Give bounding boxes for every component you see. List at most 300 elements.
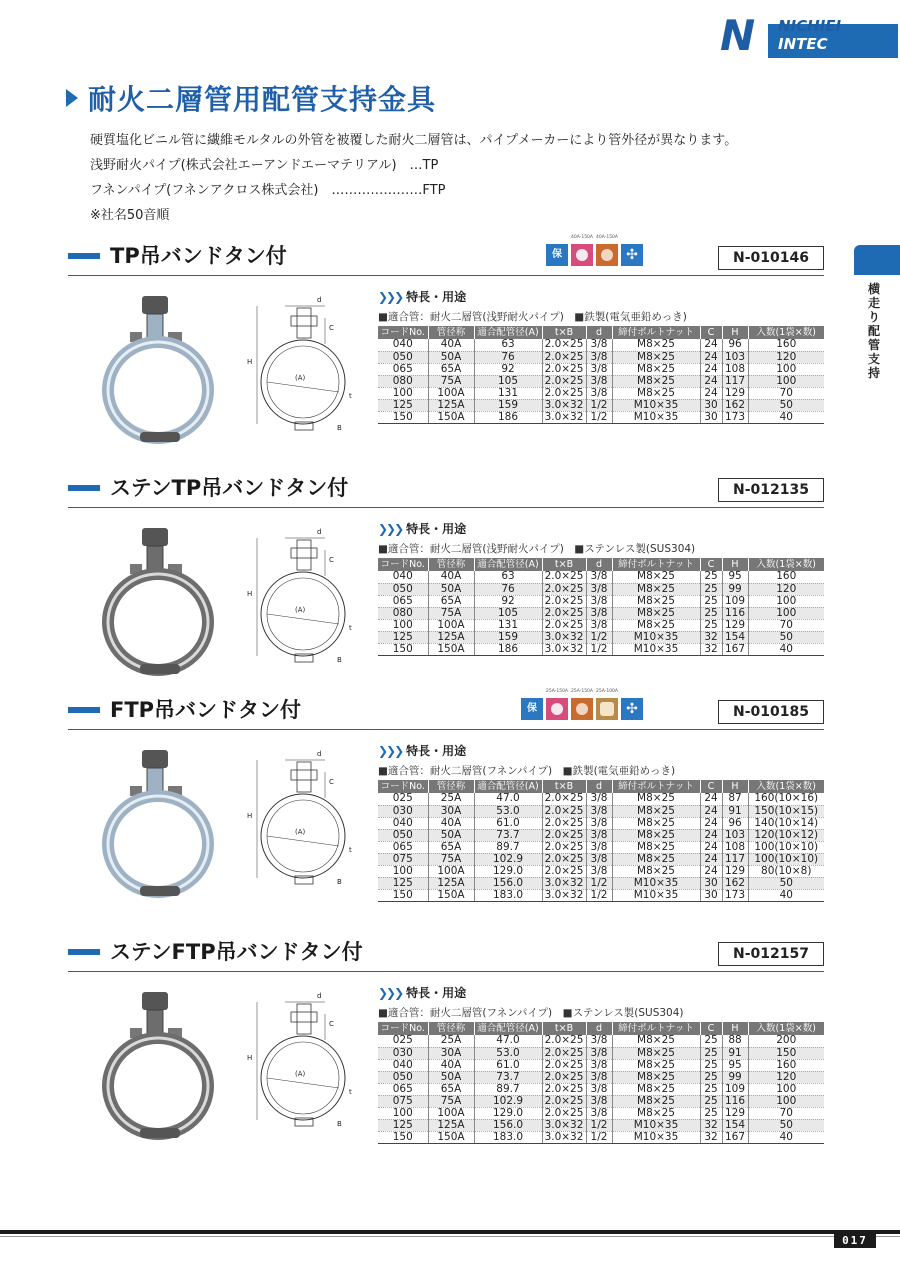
table-cell: 100 bbox=[748, 1095, 824, 1107]
table-cell: 2.0×25 bbox=[542, 375, 586, 387]
table-cell: 129.0 bbox=[474, 865, 542, 877]
table-cell: 2.0×25 bbox=[542, 363, 586, 375]
table-cell: 63 bbox=[474, 339, 542, 351]
chevron-icon: ❯❯❯ bbox=[378, 522, 403, 536]
table-cell: M8×25 bbox=[612, 793, 700, 805]
dim-h: H bbox=[247, 812, 253, 820]
table-cell: 080 bbox=[378, 607, 428, 619]
table-cell: 50A bbox=[428, 829, 474, 841]
column-header: 入数(1袋×数) bbox=[748, 780, 824, 793]
table-cell: 159 bbox=[474, 631, 542, 643]
table-cell: 117 bbox=[722, 853, 748, 865]
table-cell: M8×25 bbox=[612, 607, 700, 619]
section-header bbox=[68, 689, 824, 730]
table-cell: 050 bbox=[378, 1071, 428, 1083]
table-cell: 24 bbox=[700, 339, 722, 351]
table-cell: 2.0×25 bbox=[542, 1083, 586, 1095]
table-cell: 3/8 bbox=[586, 793, 612, 805]
dim-c: C bbox=[329, 1020, 334, 1028]
table-cell: 30 bbox=[700, 399, 722, 411]
column-header: H bbox=[722, 1022, 748, 1035]
section-bar bbox=[68, 949, 100, 955]
table-cell: 150 bbox=[378, 411, 428, 423]
features bbox=[378, 288, 687, 324]
column-header: H bbox=[722, 558, 748, 571]
table-cell: 109 bbox=[722, 595, 748, 607]
table-cell: 76 bbox=[474, 583, 542, 595]
table-cell: 2.0×25 bbox=[542, 793, 586, 805]
intro-text bbox=[90, 128, 737, 228]
table-cell: 73.7 bbox=[474, 1071, 542, 1083]
table-cell: 186 bbox=[474, 643, 542, 655]
table-cell: M10×35 bbox=[612, 643, 700, 655]
table-row bbox=[378, 619, 824, 631]
table-cell: M8×25 bbox=[612, 1095, 700, 1107]
feature-heading: ❯❯❯ 特長・用途 bbox=[378, 290, 467, 304]
table-cell: 2.0×25 bbox=[542, 583, 586, 595]
table-cell: 40 bbox=[748, 889, 824, 901]
dimension-drawing bbox=[245, 750, 363, 890]
table-cell: 100 bbox=[378, 865, 428, 877]
table-cell: 160 bbox=[748, 339, 824, 351]
table-cell: 2.0×25 bbox=[542, 865, 586, 877]
bottom-rule bbox=[0, 1230, 900, 1234]
table-cell: 2.0×25 bbox=[542, 829, 586, 841]
features bbox=[378, 520, 695, 556]
dim-t: t bbox=[349, 1088, 352, 1096]
table-cell: 32 bbox=[700, 1131, 722, 1143]
table-cell: 2.0×25 bbox=[542, 619, 586, 631]
spec-icon bbox=[596, 235, 618, 266]
table-cell: M8×25 bbox=[612, 1035, 700, 1047]
table-cell: 125 bbox=[378, 1119, 428, 1131]
spec-icon bbox=[571, 689, 593, 720]
icon-note: 40A-150A bbox=[571, 235, 593, 240]
table-cell: 3/8 bbox=[586, 1059, 612, 1071]
spec-icon bbox=[546, 689, 568, 720]
table-cell: 040 bbox=[378, 571, 428, 583]
column-header: d bbox=[586, 780, 612, 793]
column-header: 締付ボルトナット bbox=[612, 558, 700, 571]
table-cell: 32 bbox=[700, 631, 722, 643]
column-header: H bbox=[722, 326, 748, 339]
logo-text bbox=[778, 18, 841, 52]
table-row bbox=[378, 865, 824, 877]
table-row bbox=[378, 1119, 824, 1131]
table-row bbox=[378, 1035, 824, 1047]
table-cell: 167 bbox=[722, 643, 748, 655]
table-cell: 61.0 bbox=[474, 817, 542, 829]
table-cell: 3/8 bbox=[586, 387, 612, 399]
dim-t: t bbox=[349, 392, 352, 400]
table-cell: M10×35 bbox=[612, 411, 700, 423]
dim-a: (A) bbox=[295, 606, 306, 614]
spec-table bbox=[378, 1022, 824, 1144]
page-title-text: 耐火二層管用配管支持金具 bbox=[88, 83, 437, 116]
table-cell: 162 bbox=[722, 399, 748, 411]
table-cell: 154 bbox=[722, 1119, 748, 1131]
table-cell: 3/8 bbox=[586, 339, 612, 351]
column-header: C bbox=[700, 780, 722, 793]
dim-b: B bbox=[337, 424, 342, 432]
table-cell: 24 bbox=[700, 363, 722, 375]
table-cell: 3/8 bbox=[586, 1047, 612, 1059]
table-cell: 61.0 bbox=[474, 1059, 542, 1071]
table-cell: 100 bbox=[378, 1107, 428, 1119]
table-cell: 1/2 bbox=[586, 1131, 612, 1143]
table-cell: 156.0 bbox=[474, 877, 542, 889]
table-cell: 065 bbox=[378, 595, 428, 607]
product-photo bbox=[100, 750, 220, 900]
dim-h: H bbox=[247, 590, 253, 598]
table-cell: 150(10×15) bbox=[748, 805, 824, 817]
table-cell: 125A bbox=[428, 631, 474, 643]
table-cell: M8×25 bbox=[612, 853, 700, 865]
table-cell: 30 bbox=[700, 411, 722, 423]
table-row bbox=[378, 1095, 824, 1107]
feature-line: ■適合管：耐火二層管(フネンパイプ) ■鉄製(電気亜鉛めっき) bbox=[378, 765, 676, 777]
product-code: N-010146 bbox=[718, 246, 824, 270]
table-cell: M8×25 bbox=[612, 1059, 700, 1071]
table-cell: 120 bbox=[748, 1071, 824, 1083]
table-row bbox=[378, 375, 824, 387]
table-cell: 24 bbox=[700, 793, 722, 805]
icon-note: 25A-100A bbox=[596, 689, 618, 694]
table-cell: 050 bbox=[378, 583, 428, 595]
column-header: d bbox=[586, 326, 612, 339]
table-cell: 75A bbox=[428, 1095, 474, 1107]
section-title: ステンFTP吊バンドタン付 bbox=[110, 940, 363, 964]
table-cell: 105 bbox=[474, 375, 542, 387]
table-cell: 24 bbox=[700, 841, 722, 853]
chevron-icon: ❯❯❯ bbox=[378, 744, 403, 758]
table-cell: 40A bbox=[428, 571, 474, 583]
table-cell: 24 bbox=[700, 853, 722, 865]
table-cell: 87 bbox=[722, 793, 748, 805]
table-cell: 100A bbox=[428, 387, 474, 399]
table-cell: 3/8 bbox=[586, 805, 612, 817]
column-header: 管径称 bbox=[428, 326, 474, 339]
table-cell: M10×35 bbox=[612, 1131, 700, 1143]
dim-c: C bbox=[329, 324, 334, 332]
table-cell: 065 bbox=[378, 363, 428, 375]
table-cell: 25 bbox=[700, 1083, 722, 1095]
table-cell: 3/8 bbox=[586, 829, 612, 841]
table-cell: M10×35 bbox=[612, 399, 700, 411]
section-bar bbox=[68, 707, 100, 713]
table-cell: M10×35 bbox=[612, 1119, 700, 1131]
table-row bbox=[378, 1047, 824, 1059]
table-cell: 2.0×25 bbox=[542, 1047, 586, 1059]
table-row bbox=[378, 853, 824, 865]
table-row bbox=[378, 829, 824, 841]
table-cell: 30A bbox=[428, 1047, 474, 1059]
column-header: C bbox=[700, 326, 722, 339]
table-cell: M8×25 bbox=[612, 387, 700, 399]
feature-line: ■適合管：耐火二層管(浅野耐火パイプ) ■ステンレス製(SUS304) bbox=[378, 543, 696, 555]
section-bar bbox=[68, 485, 100, 491]
table-cell: 25 bbox=[700, 1047, 722, 1059]
table-cell: 25 bbox=[700, 1071, 722, 1083]
table-row bbox=[378, 889, 824, 901]
side-label: 横走り配管支持 bbox=[868, 282, 881, 380]
bottom-rule-thin bbox=[0, 1236, 900, 1237]
table-cell: 2.0×25 bbox=[542, 1095, 586, 1107]
product-code: N-012157 bbox=[718, 942, 824, 966]
table-cell: 160 bbox=[748, 571, 824, 583]
table-cell: 65A bbox=[428, 363, 474, 375]
table-cell: 50A bbox=[428, 583, 474, 595]
table-cell: M8×25 bbox=[612, 363, 700, 375]
column-header: t×B bbox=[542, 780, 586, 793]
table-cell: 24 bbox=[700, 375, 722, 387]
table-cell: 117 bbox=[722, 375, 748, 387]
table-cell: M8×25 bbox=[612, 865, 700, 877]
column-header: t×B bbox=[542, 326, 586, 339]
table-cell: 125 bbox=[378, 877, 428, 889]
spec-table bbox=[378, 558, 824, 656]
column-header: d bbox=[586, 558, 612, 571]
table-cell: 65A bbox=[428, 841, 474, 853]
table-cell: 89.7 bbox=[474, 841, 542, 853]
title-triangle-icon bbox=[66, 89, 78, 107]
table-cell: 50 bbox=[748, 631, 824, 643]
table-row bbox=[378, 583, 824, 595]
dim-c: C bbox=[329, 556, 334, 564]
table-cell: 100 bbox=[748, 363, 824, 375]
table-cell: 3/8 bbox=[586, 619, 612, 631]
column-header: 管径称 bbox=[428, 780, 474, 793]
table-cell: 050 bbox=[378, 829, 428, 841]
table-cell: 2.0×25 bbox=[542, 595, 586, 607]
table-cell: 129 bbox=[722, 619, 748, 631]
table-cell: 96 bbox=[722, 339, 748, 351]
spec-icon: 保 bbox=[546, 244, 568, 266]
table-row bbox=[378, 399, 824, 411]
table-cell: 24 bbox=[700, 387, 722, 399]
intro-line: 硬質塩化ビニル管に繊維モルタルの外管を被覆した耐火二層管は、パイプメーカーにより管外径が異なります。 bbox=[90, 133, 738, 148]
table-cell: 129 bbox=[722, 1107, 748, 1119]
table-cell: 25 bbox=[700, 1059, 722, 1071]
dim-c: C bbox=[329, 778, 334, 786]
table-cell: M8×25 bbox=[612, 619, 700, 631]
dim-b: B bbox=[337, 656, 342, 664]
section-header bbox=[68, 936, 824, 972]
dim-h: H bbox=[247, 358, 253, 366]
table-row bbox=[378, 1131, 824, 1143]
table-cell: 73.7 bbox=[474, 829, 542, 841]
table-cell: 30 bbox=[700, 889, 722, 901]
table-cell: 30 bbox=[700, 877, 722, 889]
table-cell: 200 bbox=[748, 1035, 824, 1047]
table-cell: M8×25 bbox=[612, 1047, 700, 1059]
table-cell: 1/2 bbox=[586, 877, 612, 889]
table-row bbox=[378, 877, 824, 889]
table-row bbox=[378, 841, 824, 853]
table-cell: 129 bbox=[722, 387, 748, 399]
dim-t: t bbox=[349, 846, 352, 854]
table-cell: 25A bbox=[428, 1035, 474, 1047]
table-cell: 3/8 bbox=[586, 1083, 612, 1095]
table-row bbox=[378, 571, 824, 583]
table-cell: M8×25 bbox=[612, 1083, 700, 1095]
table-row bbox=[378, 387, 824, 399]
features bbox=[378, 984, 684, 1020]
product-code: N-010185 bbox=[718, 700, 824, 724]
feature-heading: ❯❯❯ 特長・用途 bbox=[378, 986, 467, 1000]
table-cell: 70 bbox=[748, 619, 824, 631]
table-cell: 102.9 bbox=[474, 1095, 542, 1107]
intro-line: ※社名50音順 bbox=[90, 208, 170, 223]
table-cell: 159 bbox=[474, 399, 542, 411]
table-cell: 183.0 bbox=[474, 1131, 542, 1143]
table-cell: 129.0 bbox=[474, 1107, 542, 1119]
table-row bbox=[378, 643, 824, 655]
table-cell: 24 bbox=[700, 805, 722, 817]
table-cell: 32 bbox=[700, 643, 722, 655]
table-cell: 154 bbox=[722, 631, 748, 643]
table-cell: 125A bbox=[428, 399, 474, 411]
product-photo bbox=[100, 528, 220, 678]
table-cell: 075 bbox=[378, 853, 428, 865]
table-cell: 100 bbox=[748, 375, 824, 387]
table-cell: 105 bbox=[474, 607, 542, 619]
table-cell: 040 bbox=[378, 1059, 428, 1071]
column-header: 適合配管径(A) bbox=[474, 1022, 542, 1035]
table-cell: 100 bbox=[748, 595, 824, 607]
table-cell: 103 bbox=[722, 829, 748, 841]
table-cell: 40A bbox=[428, 339, 474, 351]
column-header: 適合配管径(A) bbox=[474, 558, 542, 571]
table-header-row bbox=[378, 326, 824, 339]
dimension-drawing bbox=[245, 296, 363, 436]
table-header-row bbox=[378, 558, 824, 571]
table-cell: 96 bbox=[722, 817, 748, 829]
table-row bbox=[378, 805, 824, 817]
table-cell: 95 bbox=[722, 1059, 748, 1071]
column-header: t×B bbox=[542, 1022, 586, 1035]
table-cell: 40 bbox=[748, 1131, 824, 1143]
table-cell: 76 bbox=[474, 351, 542, 363]
table-cell: 50 bbox=[748, 1119, 824, 1131]
table-cell: 3/8 bbox=[586, 583, 612, 595]
table-cell: 025 bbox=[378, 1035, 428, 1047]
table-cell: 100(10×10) bbox=[748, 841, 824, 853]
table-cell: 030 bbox=[378, 1047, 428, 1059]
table-row bbox=[378, 351, 824, 363]
table-cell: 102.9 bbox=[474, 853, 542, 865]
dim-a: (A) bbox=[295, 1070, 306, 1078]
column-header: コードNo. bbox=[378, 326, 428, 339]
table-cell: 2.0×25 bbox=[542, 841, 586, 853]
table-cell: 40 bbox=[748, 411, 824, 423]
table-cell: 100A bbox=[428, 1107, 474, 1119]
table-cell: 25 bbox=[700, 1107, 722, 1119]
column-header: 締付ボルトナット bbox=[612, 326, 700, 339]
table-cell: 040 bbox=[378, 817, 428, 829]
table-cell: M8×25 bbox=[612, 829, 700, 841]
column-header: 締付ボルトナット bbox=[612, 1022, 700, 1035]
table-cell: M8×25 bbox=[612, 805, 700, 817]
table-cell: 3.0×32 bbox=[542, 399, 586, 411]
table-cell: 65A bbox=[428, 595, 474, 607]
table-cell: 129 bbox=[722, 865, 748, 877]
table-cell: 150A bbox=[428, 643, 474, 655]
logo-line-2: INTEC bbox=[778, 35, 828, 53]
table-cell: 88 bbox=[722, 1035, 748, 1047]
section-title: ステンTP吊バンドタン付 bbox=[110, 476, 349, 500]
table-cell: 125 bbox=[378, 399, 428, 411]
table-cell: 2.0×25 bbox=[542, 571, 586, 583]
table-cell: 109 bbox=[722, 1083, 748, 1095]
table-cell: 99 bbox=[722, 1071, 748, 1083]
table-cell: 75A bbox=[428, 607, 474, 619]
spec-icon: 保 bbox=[521, 698, 543, 720]
table-cell: 3.0×32 bbox=[542, 643, 586, 655]
table-cell: 162 bbox=[722, 877, 748, 889]
table-cell: 025 bbox=[378, 793, 428, 805]
section-title: FTP吊バンドタン付 bbox=[110, 698, 302, 722]
table-cell: 50A bbox=[428, 351, 474, 363]
table-cell: 103 bbox=[722, 351, 748, 363]
dim-d: d bbox=[317, 750, 322, 758]
table-cell: 116 bbox=[722, 607, 748, 619]
table-cell: 3/8 bbox=[586, 595, 612, 607]
table-cell: 40A bbox=[428, 1059, 474, 1071]
table-cell: 3/8 bbox=[586, 1071, 612, 1083]
table-cell: 25 bbox=[700, 583, 722, 595]
column-header: 管径称 bbox=[428, 1022, 474, 1035]
table-cell: 25 bbox=[700, 1095, 722, 1107]
table-cell: 125A bbox=[428, 877, 474, 889]
icon-note: 25A-150A bbox=[571, 689, 593, 694]
spec-table bbox=[378, 326, 824, 424]
spec-table bbox=[378, 780, 824, 902]
table-cell: 47.0 bbox=[474, 1035, 542, 1047]
table-cell: 1/2 bbox=[586, 399, 612, 411]
table-cell: 131 bbox=[474, 619, 542, 631]
intro-line: 浅野耐火パイプ(株式会社エーアンドエーマテリアル) …TP bbox=[90, 158, 439, 173]
table-cell: 120 bbox=[748, 351, 824, 363]
table-cell: 50 bbox=[748, 877, 824, 889]
table-cell: 25 bbox=[700, 595, 722, 607]
table-cell: M8×25 bbox=[612, 351, 700, 363]
dim-d: d bbox=[317, 992, 322, 1000]
column-header: H bbox=[722, 780, 748, 793]
table-cell: 2.0×25 bbox=[542, 387, 586, 399]
table-row bbox=[378, 793, 824, 805]
dim-a: (A) bbox=[295, 374, 306, 382]
table-cell: 80(10×8) bbox=[748, 865, 824, 877]
column-header: t×B bbox=[542, 558, 586, 571]
logo-mark: N bbox=[720, 11, 752, 60]
table-cell: 065 bbox=[378, 1083, 428, 1095]
table-cell: 125 bbox=[378, 631, 428, 643]
table-cell: M8×25 bbox=[612, 571, 700, 583]
table-cell: 2.0×25 bbox=[542, 853, 586, 865]
icon-note: 25A-150A bbox=[546, 689, 568, 694]
table-row bbox=[378, 817, 824, 829]
table-cell: 75A bbox=[428, 375, 474, 387]
table-cell: 40 bbox=[748, 643, 824, 655]
table-cell: 100(10×10) bbox=[748, 853, 824, 865]
table-cell: 065 bbox=[378, 841, 428, 853]
table-cell: 91 bbox=[722, 1047, 748, 1059]
table-cell: 100A bbox=[428, 865, 474, 877]
spec-icon bbox=[596, 689, 618, 720]
table-cell: 75A bbox=[428, 853, 474, 865]
logo-line-1: NICHIEI bbox=[778, 17, 842, 35]
